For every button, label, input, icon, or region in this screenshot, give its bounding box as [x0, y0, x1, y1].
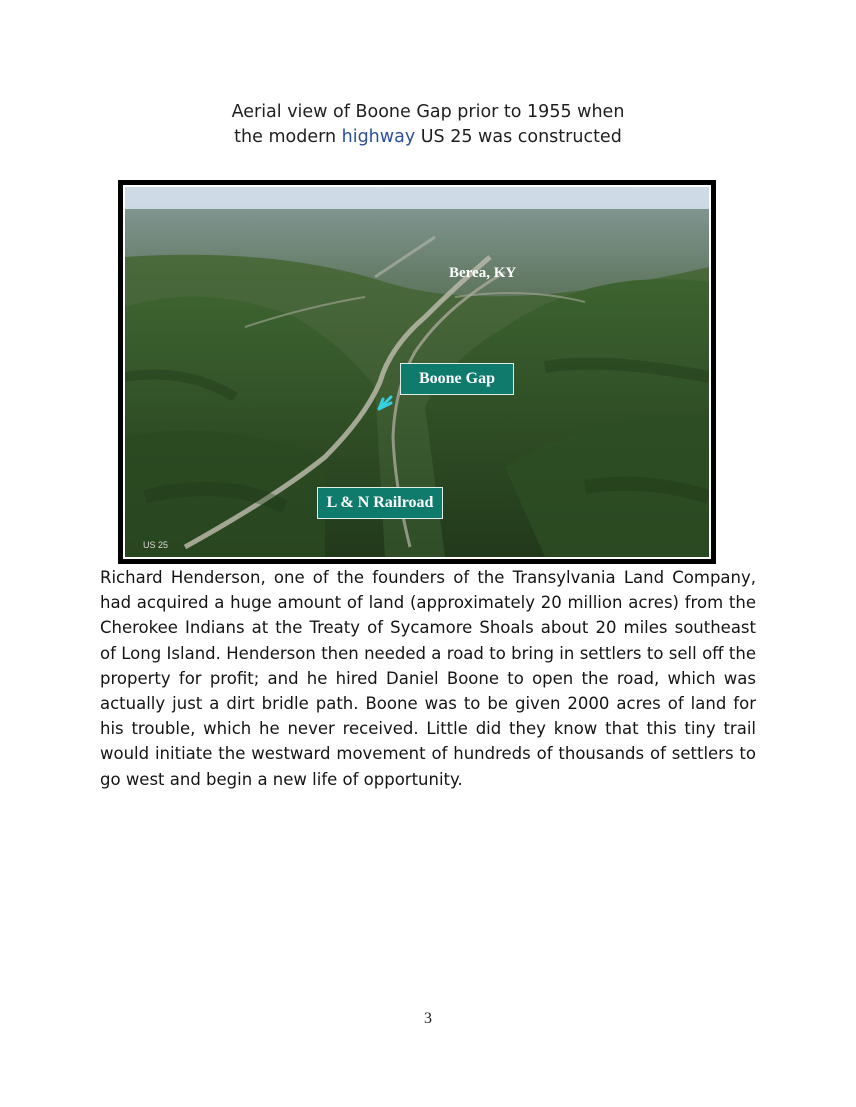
aerial-photo: [123, 185, 711, 559]
figure-caption: [0, 100, 856, 150]
page-number: 3: [424, 1010, 432, 1027]
aerial-photo-frame: [118, 180, 716, 564]
boone-gap-label: Boone Gap: [400, 363, 514, 395]
caption-line-2-start: the modern: [234, 127, 342, 147]
body-paragraph: Richard Henderson, one of the founders of the Transylvania Land Company, had acquired a huge amount of land (approximately 20 million acres) from the Cherokee Indians at the Treaty of Sycamore Shoals about 20 miles southeast of Long Island. Henderson then needed a road to bring in settlers to sell off the property for profit; and he hired Daniel Boone to open the road, which was actually just a dirt bridle path. Boone was to be given 2000 acres of land for his trouble, which he never received. Little did they know that this tiny trail would initiate the westward movement of hundreds of thousands of settlers to go west and begin a new life of opportunity.: [100, 568, 756, 789]
railroad-label: L & N Railroad: [317, 487, 443, 519]
caption-line-2-end: US 25 was constructed: [415, 127, 622, 147]
berea-ky-label: Berea, KY: [449, 265, 517, 281]
us-25-corner-label: US 25: [143, 540, 169, 550]
caption-highlight-word: highway: [341, 127, 416, 147]
caption-line-1: Aerial view of Boone Gap prior to 1955 when: [231, 102, 625, 122]
caption-line-2: [0, 125, 856, 150]
